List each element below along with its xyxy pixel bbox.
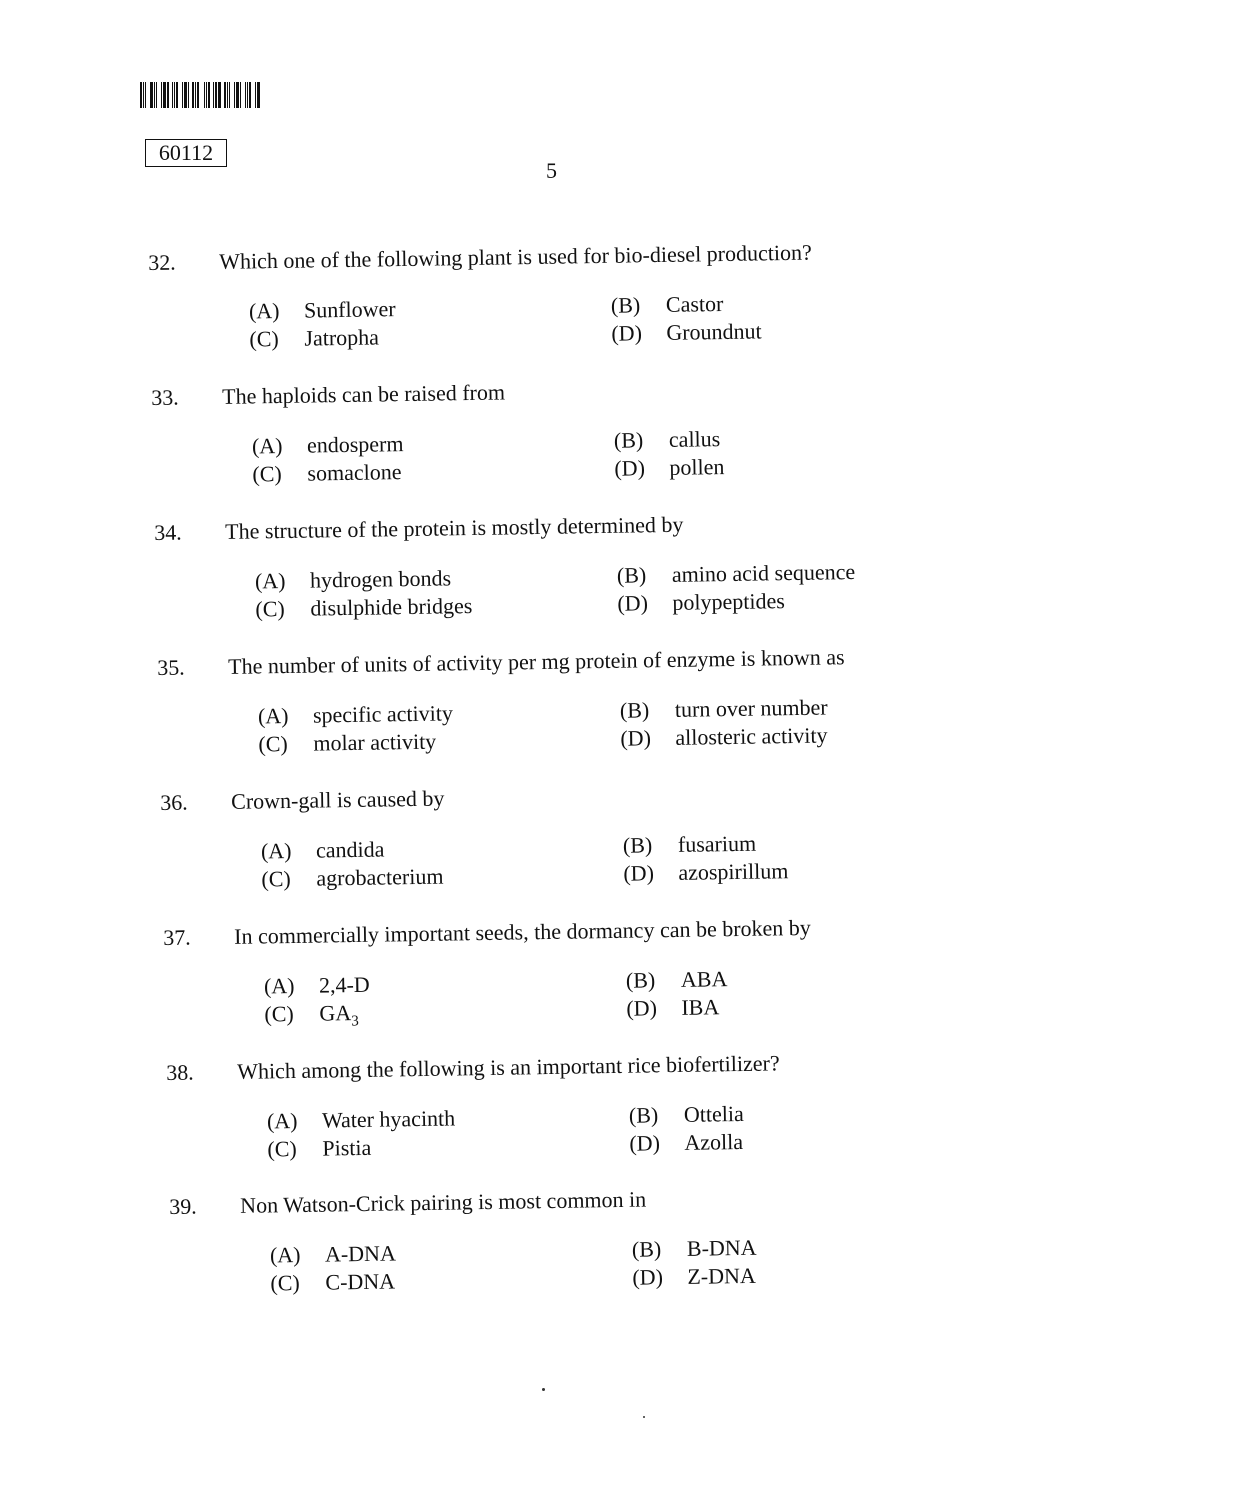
question-text: Which one of the following plant is used for bio-diesel production? <box>218 239 812 274</box>
scan-speck <box>643 1416 645 1418</box>
option-c: (C) C-DNA <box>270 1268 396 1296</box>
question-text: Which among the following is an important rice biofertilizer? <box>236 1050 780 1084</box>
barcode-bar <box>249 82 251 108</box>
barcode-bar <box>252 82 254 108</box>
option-a: (A) specific activity <box>257 700 454 729</box>
barcode-bar <box>255 82 256 108</box>
question-number: 34. <box>154 519 182 546</box>
option-a: (A) Water hyacinth <box>266 1105 456 1134</box>
question-36 <box>12 773 1241 912</box>
barcode-bar <box>156 82 157 108</box>
question-text: The structure of the protein is mostly determined by <box>224 511 684 544</box>
barcode-bar <box>190 82 191 108</box>
option-d: (D) azospirillum <box>623 858 789 886</box>
barcode-bar <box>229 82 230 108</box>
barcode-bar <box>242 82 244 108</box>
barcode-bar <box>257 82 260 108</box>
option-a: (A) candida <box>260 836 385 864</box>
barcode-bar <box>161 82 162 108</box>
barcode-bar <box>158 82 160 108</box>
barcode-bar <box>206 82 207 108</box>
barcode-bar <box>184 82 187 108</box>
barcode <box>140 82 294 108</box>
barcode-bar <box>143 82 144 108</box>
question-34 <box>6 503 1241 642</box>
option-c: (C) $GA_3$ <box>264 1000 359 1030</box>
question-37 <box>15 908 1241 1047</box>
question-number: 33. <box>151 384 179 411</box>
option-a: (A) hydrogen bonds <box>254 565 452 594</box>
option-d: (D) Z-DNA <box>632 1262 756 1290</box>
option-c: (C) molar activity <box>258 728 437 757</box>
option-c: (C) agrobacterium <box>261 863 444 892</box>
option-d: (D) polypeptides <box>617 588 785 616</box>
barcode-bar <box>174 82 175 108</box>
question-32 <box>0 233 1241 372</box>
scan-speck <box>542 1388 545 1391</box>
barcode-bar <box>192 82 194 108</box>
question-number: 37. <box>163 924 191 951</box>
question-text: The number of units of activity per mg protein of enzyme is known as <box>227 644 845 679</box>
paper-code-box: 60112 <box>145 139 227 167</box>
option-d: (D) allosteric activity <box>620 722 828 751</box>
barcode-bar <box>204 82 205 108</box>
barcode-bar <box>224 82 226 108</box>
option-d: (D) Azolla <box>629 1128 744 1156</box>
option-d: (D) Groundnut <box>611 318 762 346</box>
barcode-bar <box>176 82 178 108</box>
barcode-bar <box>147 82 149 108</box>
barcode-bar <box>172 82 173 108</box>
question-38 <box>18 1043 1241 1182</box>
barcode-bar <box>240 82 241 108</box>
option-b: (B) amino acid sequence <box>616 559 856 588</box>
page-number: 5 <box>546 158 557 183</box>
barcode-bar <box>163 82 166 108</box>
question-39 <box>21 1177 1241 1316</box>
option-c: (C) disulphide bridges <box>255 593 473 622</box>
question-35 <box>9 638 1241 777</box>
barcode-bar <box>200 82 203 108</box>
barcode-bar <box>145 82 146 108</box>
option-b: (B) B-DNA <box>631 1234 757 1262</box>
option-b: (B) Ottelia <box>628 1100 744 1128</box>
barcode-bar <box>154 82 155 108</box>
option-c: (C) Pistia <box>267 1134 372 1162</box>
question-number: 38. <box>166 1059 194 1086</box>
barcode-bar <box>234 82 235 108</box>
barcode-bar <box>236 82 239 108</box>
barcode-bar <box>182 82 183 108</box>
option-a: (A) A-DNA <box>269 1240 397 1268</box>
question-text: The haploids can be raised from <box>221 379 506 409</box>
option-b: (B) callus <box>613 426 721 453</box>
question-33 <box>3 368 1241 507</box>
option-d: (D) IBA <box>626 994 720 1021</box>
question-number: 39. <box>169 1193 197 1220</box>
barcode-bar <box>197 82 199 108</box>
question-text: Crown-gall is caused by <box>230 785 445 814</box>
barcode-bar <box>211 82 212 108</box>
option-b: (B) fusarium <box>622 830 757 858</box>
option-a: (A) endosperm <box>251 431 404 459</box>
barcode-bar <box>208 82 210 108</box>
option-c: (C) Jatropha <box>249 324 380 352</box>
barcode-bar <box>222 82 223 108</box>
question-text: Non Watson-Crick pairing is most common in <box>239 1186 647 1218</box>
option-c: (C) somaclone <box>252 459 402 487</box>
barcode-bar <box>195 82 196 108</box>
option-b: (B) Castor <box>610 291 724 318</box>
barcode-bar <box>227 82 228 108</box>
option-a: (A) 2,4-D <box>263 971 370 999</box>
question-number: 32. <box>148 249 176 276</box>
barcode-bar <box>215 82 217 108</box>
barcode-bar <box>150 82 153 108</box>
barcode-bar <box>213 82 214 108</box>
barcode-bar <box>167 82 169 108</box>
barcode-bar <box>231 82 233 108</box>
question-text: In commercially important seeds, the dormancy can be broken by <box>233 914 812 949</box>
option-b: (B) turn over number <box>619 694 828 723</box>
option-d: (D) pollen <box>614 454 725 481</box>
barcode-bar <box>245 82 246 108</box>
barcode-bar <box>218 82 221 108</box>
option-a: (A) Sunflower <box>248 296 396 324</box>
barcode-bar <box>170 82 171 108</box>
barcode-bar <box>247 82 248 108</box>
question-number: 36. <box>160 789 188 816</box>
option-b: (B) ABA <box>625 966 728 993</box>
barcode-bar <box>140 82 142 108</box>
barcode-bar <box>188 82 189 108</box>
question-number: 35. <box>157 654 185 681</box>
barcode-bar <box>179 82 181 108</box>
